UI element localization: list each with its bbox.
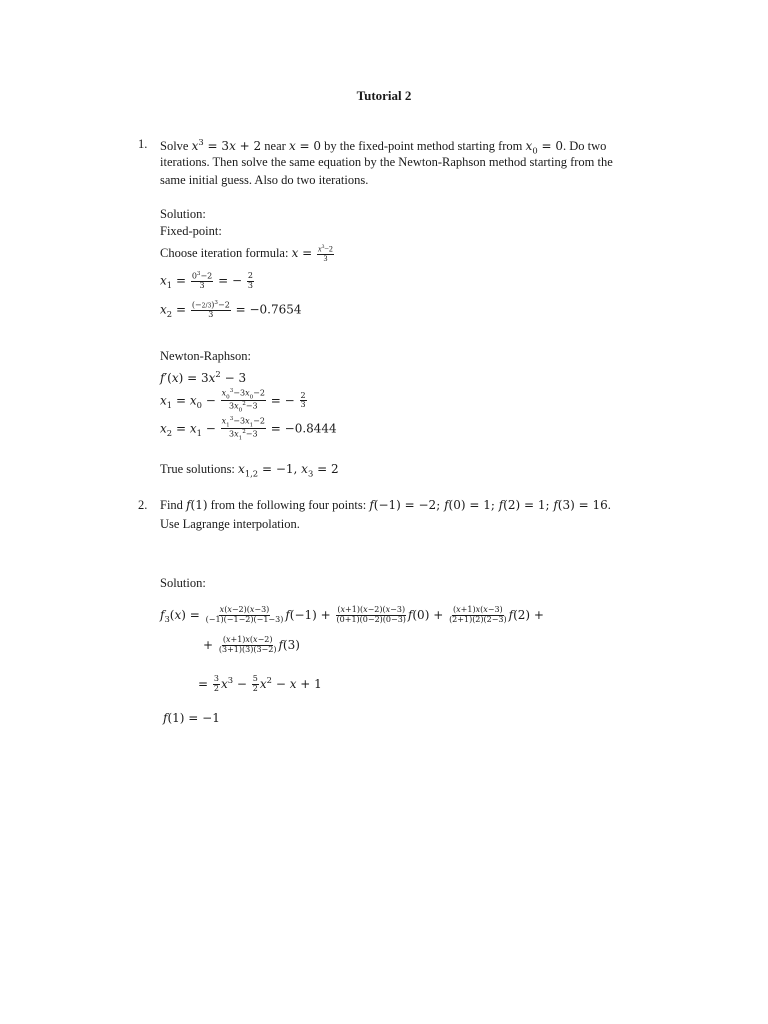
question-2-line-2: Use Lagrange interpolation.: [160, 517, 300, 531]
question-1-number: 1.: [138, 137, 148, 151]
q2-solution-label: Solution:: [160, 576, 206, 590]
q1-solution-label: Solution:: [160, 207, 206, 221]
lagrange-line-2: + $\frac{(x+1)x(x-2)}{(3+1)(3)(3-2)}$ f(3): [203, 635, 300, 654]
lagrange-line-1: $f_3(x)$ = $\frac{x(x-2)(x-3)}{(-1)(-1-2)(-1-3)}$ f(−1) + $\frac{(x+1)(x-2)(x-3)}{(0+1)(0-2)(0-3)}$ f(0) + $\frac{(x+1)x(x-3)}{(2+1)(2)(2-3)}$ f(2) +: [160, 605, 544, 625]
newton-x1: $x_1 = x_0$ − $\frac{x_0^3-3x_0-2}{3x_0^2-3}$ = − $\frac{2}{3}$: [160, 388, 306, 414]
fixed-point-x1: $x_1$ = $\frac{0^3-2}{3}$ = − $\frac{2}{3}$: [160, 270, 253, 291]
fixed-point-label: Fixed-point:: [160, 224, 222, 238]
final-result: f(1) = −1: [163, 711, 220, 725]
iteration-formula: Choose iteration formula: x = $\frac{x^3-2}{3}$: [160, 244, 333, 264]
question-1-line-2: iterations. Then solve the same equation by the Newton-Raphson method starting from the: [160, 155, 613, 169]
true-solutions: True solutions: $x_{1,2} = -1$, $x_3 = 2$: [160, 462, 339, 479]
page-title: Tutorial 2: [356, 88, 412, 103]
question-2-number: 2.: [138, 498, 148, 512]
fixed-point-x2: $x_2$ = $\frac{(-2/3)^3-2}{3}$ = −0.7654: [160, 300, 302, 320]
question-2-line-1: Find f(1) from the following four points: f(−1) = −2; f(0) = 1; f(2) = 1; f(3) = 16.: [160, 498, 611, 512]
newton-x2: $x_2 = x_1$ − $\frac{x_1^3-3x_1-2}{3x_1^2-3}$ = −0.8444: [160, 416, 337, 442]
newton-raphson-label: Newton-Raphson:: [160, 349, 251, 363]
question-1-line-1: Solve $x^3 = 3x + 2$ near x = 0 by the fixed-point method starting from $x_0 = 0$. Do two: [160, 137, 607, 156]
question-1-line-3: same initial guess. Also do two iterations.: [160, 173, 369, 187]
lagrange-simplified: = $\frac{3}{2}$ $x^3$ − $\frac{5}{2}$ $x^2 - x + 1$: [198, 674, 322, 693]
derivative: $f'(x) = 3x^2 - 3$: [160, 369, 247, 385]
